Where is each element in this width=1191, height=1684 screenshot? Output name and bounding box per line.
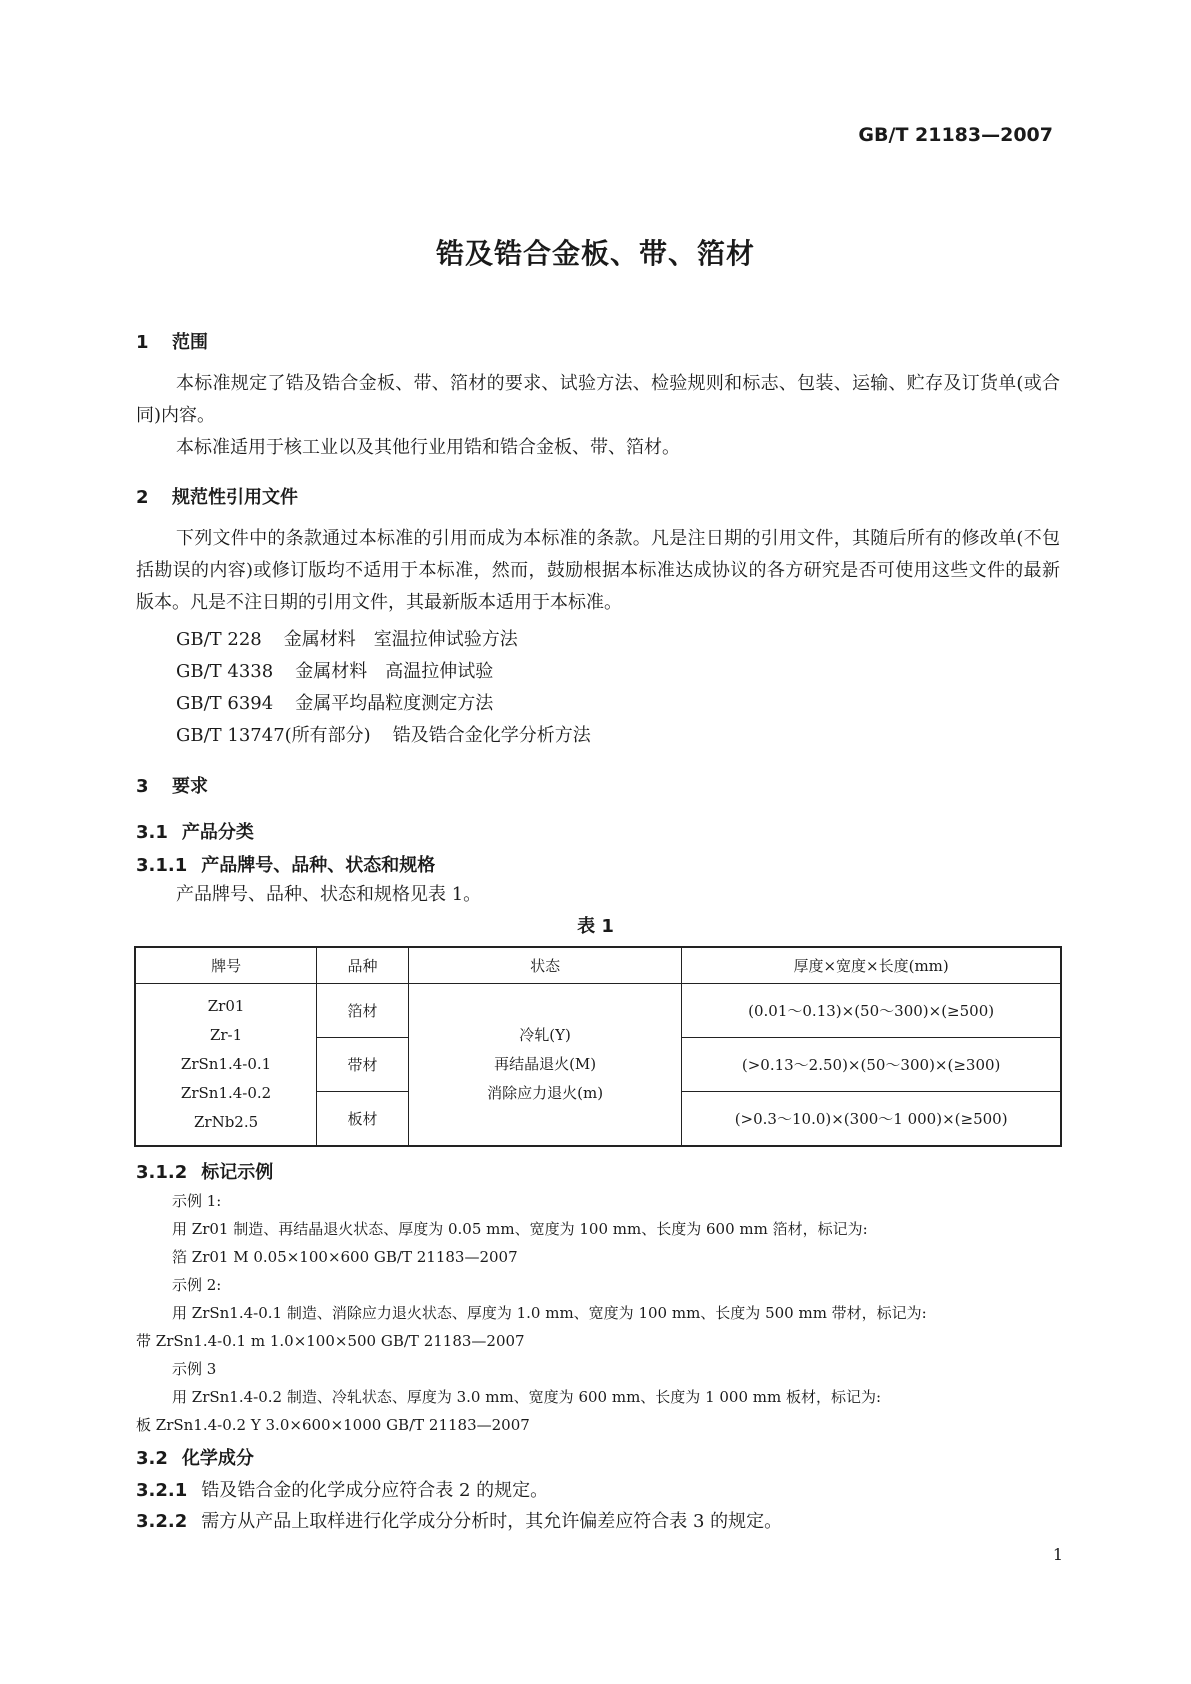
subsection-title: 化学成分 xyxy=(181,1448,254,1469)
reference-code: GB/T 13747(所有部分) xyxy=(176,725,371,746)
section-number: 3 xyxy=(136,776,149,797)
reference-item xyxy=(176,657,493,683)
column-header: 厚度×宽度×长度(mm) xyxy=(682,947,1061,984)
state-cell xyxy=(408,984,681,1147)
grade-item: ZrSn1.4-0.2 xyxy=(180,1084,272,1102)
section-title: 规范性引用文件 xyxy=(172,487,298,508)
reference-title: 锆及锆合金化学分析方法 xyxy=(392,725,591,746)
document-title: 锆及锆合金板、带、箔材 xyxy=(435,237,755,270)
example-3-text: 用 ZrSn1.4-0.2 制造、冷轧状态、厚度为 3.0 mm、宽度为 600 mm、长度为 1 000 mm 板材，标记为: xyxy=(172,1388,882,1406)
product-table xyxy=(134,946,1062,1147)
clause-text: 需方从产品上取样进行化学成分分析时，其允许偏差应符合表 3 的规定。 xyxy=(201,1511,783,1532)
example-2-label: 示例 2: xyxy=(172,1276,222,1294)
example-1-mark: 箔 Zr01 M 0.05×100×600 GB/T 21183—2007 xyxy=(172,1248,518,1266)
reference-title: 金属材料 室温拉伸试验方法 xyxy=(283,629,518,650)
subsection-title: 标记示例 xyxy=(201,1162,274,1183)
table-row xyxy=(135,984,1061,1038)
table-caption: 表 1 xyxy=(577,916,614,937)
clause-number: 3.2.1 xyxy=(136,1480,188,1501)
subsection-number: 3.1 xyxy=(136,822,168,843)
column-header: 牌号 xyxy=(135,947,317,984)
subsection-title: 产品牌号、品种、状态和规格 xyxy=(201,855,436,876)
reference-title: 金属平均晶粒度测定方法 xyxy=(295,693,494,714)
clause-text: 锆及锆合金的化学成分应符合表 2 的规定。 xyxy=(201,1480,549,1501)
state-item: 再结晶退火(M) xyxy=(494,1055,597,1073)
section-number: 1 xyxy=(136,332,149,353)
section-2-heading xyxy=(136,483,298,509)
clause-number: 3.2.2 xyxy=(136,1511,188,1532)
standard-number: GB/T 21183—2007 xyxy=(858,124,1053,146)
subsection-number: 3.1.1 xyxy=(136,855,188,876)
subsection-number: 3.1.2 xyxy=(136,1162,188,1183)
size-cell: (0.01～0.13)×(50～300)×(≥500) xyxy=(682,984,1061,1038)
reference-item xyxy=(176,721,591,747)
variety-cell: 箔材 xyxy=(317,984,409,1038)
subsection-number: 3.2 xyxy=(136,1448,168,1469)
grade-item: ZrNb2.5 xyxy=(193,1113,259,1131)
state-item: 消除应力退火(m) xyxy=(487,1084,604,1102)
section-title: 要求 xyxy=(172,776,208,797)
size-cell: (>0.13～2.50)×(50～300)×(≥300) xyxy=(682,1038,1061,1092)
example-1-label: 示例 1: xyxy=(172,1192,222,1210)
reference-item xyxy=(176,625,518,651)
section-number: 2 xyxy=(136,487,149,508)
grade-item: Zr01 xyxy=(207,997,245,1015)
section-2-paragraph: 下列文件中的条款通过本标准的引用而成为本标准的条款。凡是注日期的引用文件，其随后所有的修改单(不包括勘误的内容)或修订版均不适用于本标准，然而，鼓励根据本标准达成协议的各方研究是否可使用这些文件的最新版本。凡是不注日期的引用文件，其最新版本适用于本标准。 xyxy=(136,528,1060,613)
subsection-3-1-1-heading xyxy=(136,851,435,877)
state-item: 冷轧(Y) xyxy=(519,1026,571,1044)
example-3-label: 示例 3 xyxy=(172,1360,217,1378)
size-cell: (>0.3～10.0)×(300～1 000)×(≥500) xyxy=(682,1092,1061,1147)
table-header-row xyxy=(135,947,1061,984)
subsection-3-1-2-heading xyxy=(136,1158,273,1184)
grade-cell xyxy=(135,984,317,1147)
reference-title: 金属材料 高温拉伸试验 xyxy=(295,661,494,682)
example-3-mark: 板 ZrSn1.4-0.2 Y 3.0×600×1000 GB/T 21183—2007 xyxy=(136,1416,530,1434)
reference-code: GB/T 4338 xyxy=(176,661,274,682)
subsection-title: 产品分类 xyxy=(181,822,254,843)
example-2-mark: 带 ZrSn1.4-0.1 m 1.0×100×500 GB/T 21183—2007 xyxy=(136,1332,525,1350)
grade-item: Zr-1 xyxy=(209,1026,243,1044)
reference-code: GB/T 228 xyxy=(176,629,262,650)
page-number: 1 xyxy=(1052,1545,1063,1564)
subsection-3-1-heading xyxy=(136,818,254,844)
section-title: 范围 xyxy=(172,332,208,353)
example-1-text: 用 Zr01 制造、再结晶退火状态、厚度为 0.05 mm、宽度为 100 mm、长度为 600 mm 箔材，标记为: xyxy=(172,1220,868,1238)
clause-3-2-2 xyxy=(136,1507,782,1533)
section-3-heading xyxy=(136,772,208,798)
example-2-text: 用 ZrSn1.4-0.1 制造、消除应力退火状态、厚度为 1.0 mm、宽度为 100 mm、长度为 500 mm 带材，标记为: xyxy=(172,1304,927,1322)
section-1-heading xyxy=(136,328,208,354)
variety-cell: 板材 xyxy=(317,1092,409,1147)
column-header: 状态 xyxy=(408,947,681,984)
reference-item xyxy=(176,689,493,715)
column-header: 品种 xyxy=(317,947,409,984)
grade-item: ZrSn1.4-0.1 xyxy=(180,1055,272,1073)
subsection-3-2-heading xyxy=(136,1444,254,1470)
variety-cell: 带材 xyxy=(317,1038,409,1092)
table-reference-text: 产品牌号、品种、状态和规格见表 1。 xyxy=(176,884,482,905)
reference-code: GB/T 6394 xyxy=(176,693,274,714)
clause-3-2-1 xyxy=(136,1476,548,1502)
section-1-paragraph-2: 本标准适用于核工业以及其他行业用锆和锆合金板、带、箔材。 xyxy=(176,437,680,458)
section-1-paragraph-1: 本标准规定了锆及锆合金板、带、箔材的要求、试验方法、检验规则和标志、包装、运输、贮存及订货单(或合同)内容。 xyxy=(136,373,1060,426)
